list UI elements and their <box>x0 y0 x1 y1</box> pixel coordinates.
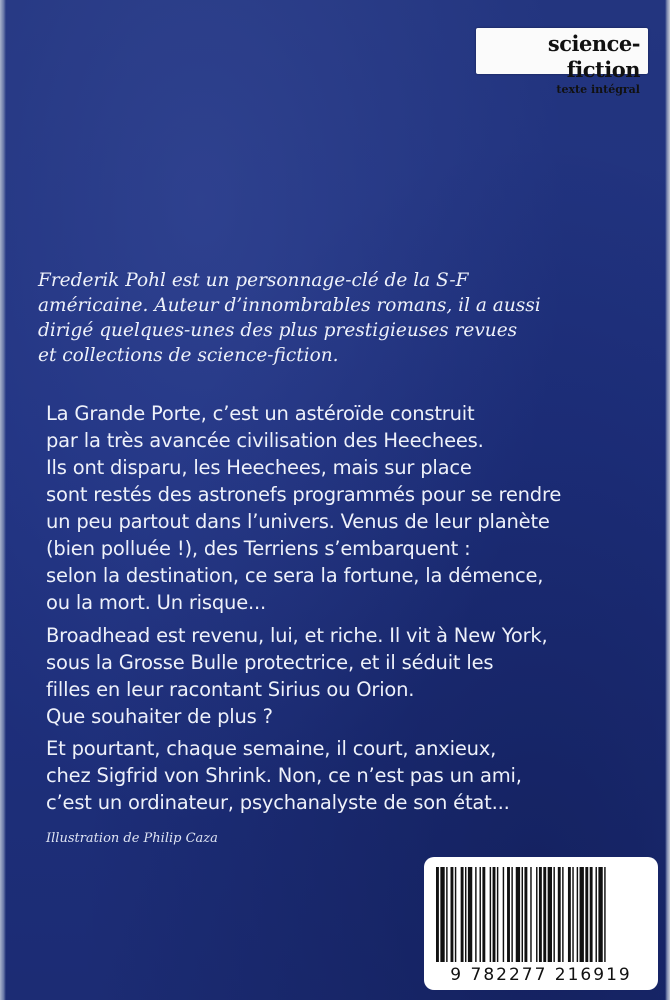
synopsis-line: selon la destination, ce sera la fortune, la démence, <box>46 564 544 587</box>
illustration-credit: Illustration de Philip Caza <box>46 831 218 846</box>
synopsis-line: un peu partout dans l’univers. Venus de leur planète <box>46 510 550 533</box>
isbn-barcode <box>424 857 658 990</box>
synopsis-line: c’est un ordinateur, psychanalyste de son état... <box>46 791 510 814</box>
synopsis-line: sont restés des astronefs programmés pour se rendre <box>46 483 562 506</box>
synopsis-line: La Grande Porte, c’est un astéroïde construit <box>46 402 475 425</box>
synopsis-line: chez Sigfrid von Shrink. Non, ce n’est pas un ami, <box>46 764 522 787</box>
synopsis-line: filles en leur racontant Sirius ou Orion. <box>46 678 415 701</box>
synopsis-line: Et pourtant, chaque semaine, il court, anxieux, <box>46 737 497 760</box>
synopsis-line: par la très avancée civilisation des Heechees. <box>46 429 484 452</box>
synopsis-line: (bien polluée !), des Terriens s’embarquent : <box>46 537 471 560</box>
author-intro <box>38 268 648 368</box>
intro-line: Frederik Pohl est un personnage-clé de la S-F <box>38 270 469 291</box>
synopsis-line: Ils ont disparu, les Heechees, mais sur place <box>46 456 472 479</box>
synopsis-line: sous la Grosse Bulle protectrice, et il séduit les <box>46 651 494 674</box>
barcode-bars-icon <box>432 867 650 962</box>
synopsis-paragraph-2 <box>46 622 646 730</box>
spine-edge-left <box>0 0 6 1000</box>
synopsis-paragraph-3 <box>46 735 646 816</box>
synopsis-paragraph-1 <box>46 400 646 616</box>
intro-line: et collections de science-fiction. <box>38 345 339 366</box>
intro-line: dirigé quelques-unes des plus prestigieuses revues <box>38 320 518 341</box>
synopsis-line: Que souhaiter de plus ? <box>46 705 273 728</box>
synopsis-line: Broadhead est revenu, lui, et riche. Il vit à New York, <box>46 624 548 647</box>
barcode-number: 9 782277 216919 <box>450 965 632 985</box>
collection-title: science-fiction <box>547 31 640 82</box>
collection-subtitle: texte intégral <box>556 83 640 96</box>
synopsis-line: ou la mort. Un risque... <box>46 591 266 614</box>
page-edge-right <box>665 0 670 1000</box>
collection-badge <box>476 28 648 96</box>
intro-line: américaine. Auteur d’innombrables romans, il a aussi <box>38 295 541 316</box>
